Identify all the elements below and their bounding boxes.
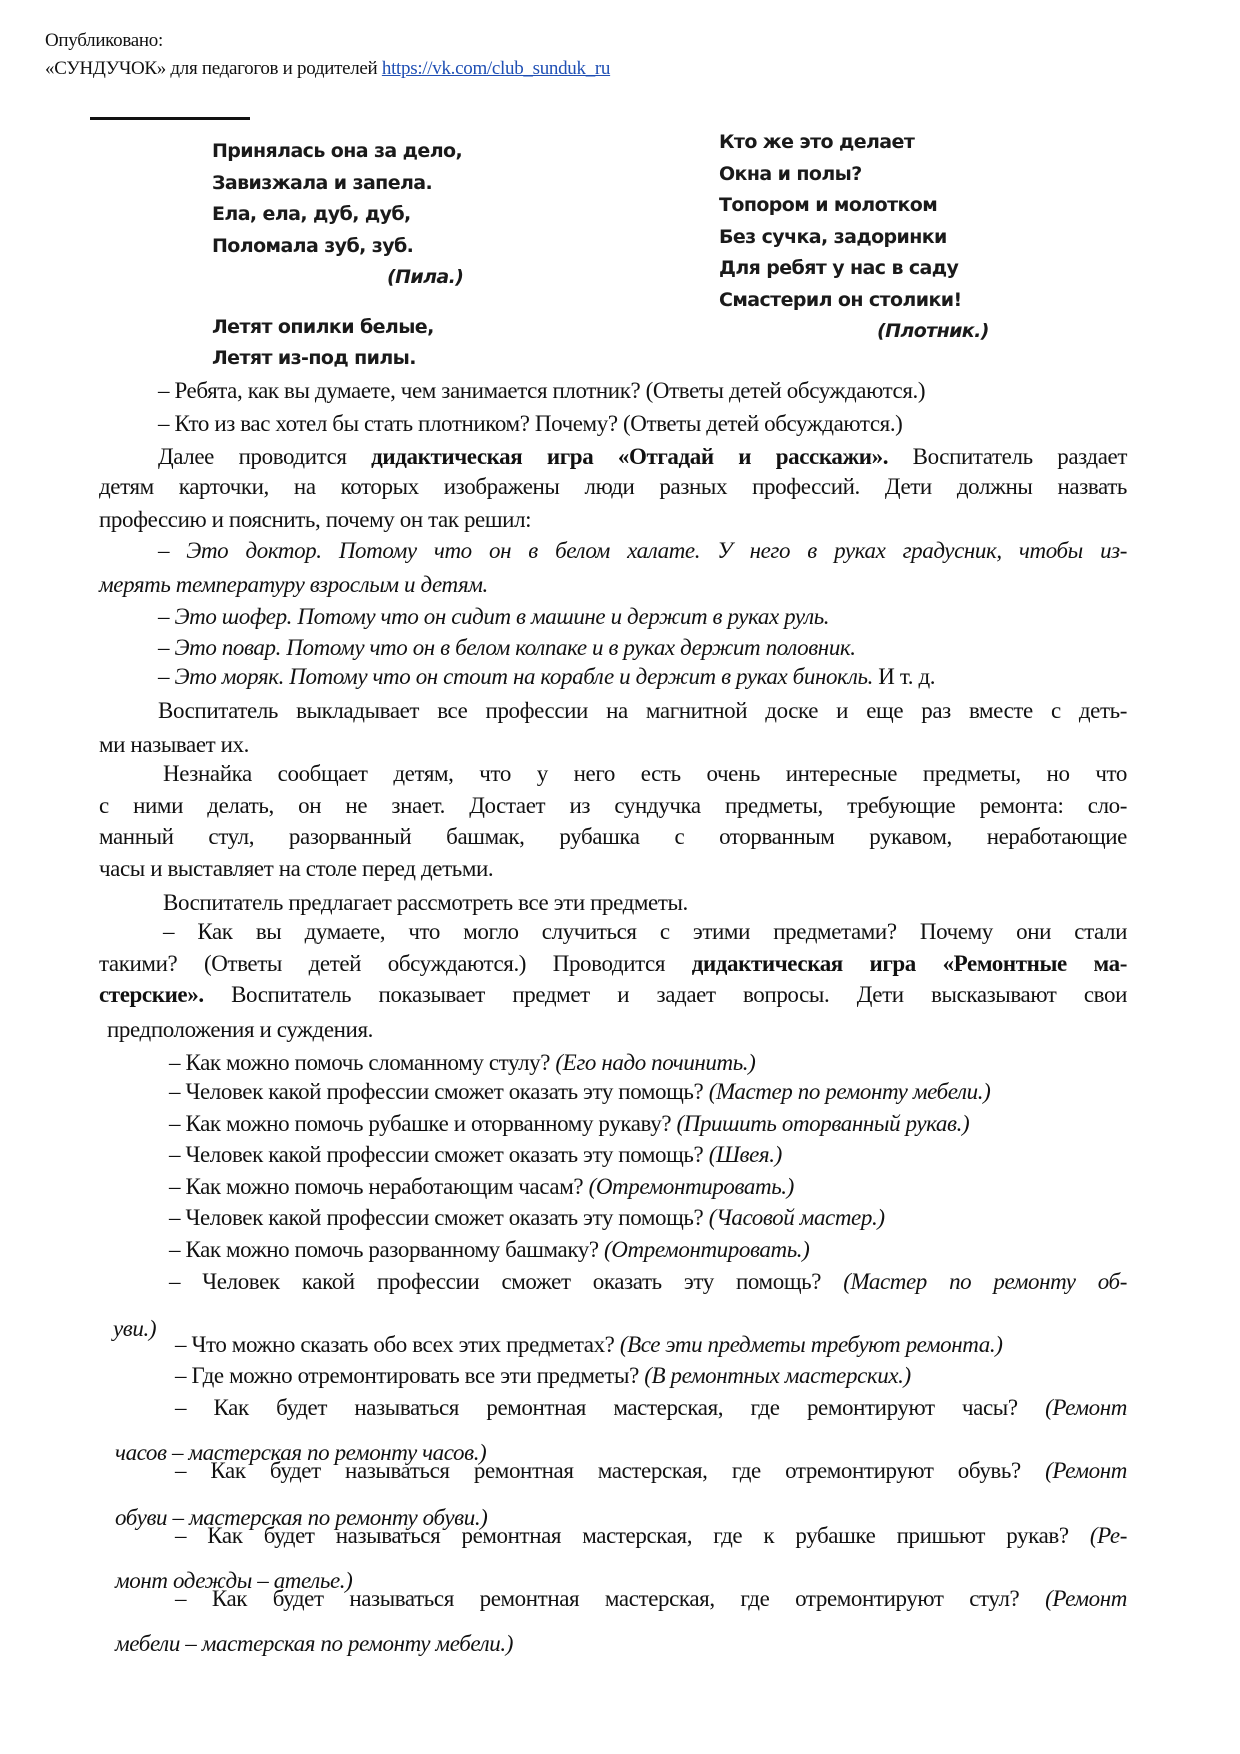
italic-text: монт одежды – ателье.) xyxy=(115,1568,353,1593)
poem-line: Завизжала и запела. xyxy=(212,171,433,194)
italic-text: (Ремонт xyxy=(1045,1458,1127,1483)
text-segment: – Как можно помочь неработающим часам? xyxy=(169,1174,589,1199)
text-line xyxy=(158,443,1127,471)
text-line xyxy=(169,1236,809,1264)
text-line xyxy=(169,1268,1127,1296)
text-segment: – Как вы думаете, что могло случиться с этими предметами? Почему они стали xyxy=(163,919,1127,944)
text-line xyxy=(158,603,829,631)
text-segment: ми называет их. xyxy=(99,732,250,757)
source-text: «СУНДУЧОК» для педагогов и родителей xyxy=(45,58,378,79)
text-segment: Далее проводится xyxy=(158,444,372,469)
italic-text: мерять температуру взрослым и детям. xyxy=(99,572,488,597)
poem-line: Принялась она за дело, xyxy=(212,140,463,162)
bold-text: дидактическая игра «Отгадай и расскажи». xyxy=(371,444,889,469)
text-line xyxy=(169,1078,990,1106)
text-line xyxy=(107,1016,373,1044)
text-line xyxy=(99,506,531,534)
italic-text: (Ре- xyxy=(1089,1523,1127,1548)
text-line xyxy=(158,410,902,438)
text-line xyxy=(163,918,1127,946)
poem-line: Для ребят у нас в саду xyxy=(719,257,959,279)
text-segment: детям карточки, на которых изображены люди разных профессий. Дети должны назвать xyxy=(99,474,1127,499)
text-line xyxy=(169,1173,794,1201)
text-line xyxy=(175,1457,1127,1485)
italic-text: (В ремонтных мастерских.) xyxy=(644,1363,911,1388)
text-segment: – Человек какой профессии сможет оказать эту помощь? xyxy=(169,1079,709,1104)
text-segment: – Как будет называться ремонтная мастерская, где отремонтируют стул? xyxy=(175,1586,1046,1611)
italic-text: часов – мастерская по ремонту часов.) xyxy=(115,1440,487,1465)
source-link[interactable]: https://vk.com/club_sunduk_ru xyxy=(381,58,611,79)
text-line xyxy=(169,1204,885,1232)
text-segment: – Ребята, как вы думаете, чем занимается плотник? (Ответы детей обсуждаются.) xyxy=(158,378,926,403)
text-segment: Воспитатель предлагает рассмотреть все эти предметы. xyxy=(163,890,688,915)
italic-text: (Отремонтировать.) xyxy=(604,1237,810,1262)
poem-line: Окна и полы? xyxy=(719,162,862,185)
bold-text: стерские». xyxy=(99,982,204,1007)
text-line xyxy=(158,663,935,691)
published-label: Опубликовано: xyxy=(45,30,163,51)
italic-text: (Его надо починить.) xyxy=(555,1050,756,1075)
text-line xyxy=(99,950,1127,978)
text-line xyxy=(113,1315,156,1343)
text-line xyxy=(175,1331,1003,1359)
text-line xyxy=(99,855,493,883)
text-segment: – Человек какой профессии сможет оказать эту помощь? xyxy=(169,1142,709,1167)
italic-text: (Часовой мастер.) xyxy=(708,1205,885,1230)
text-line xyxy=(169,1110,969,1138)
text-line xyxy=(175,1585,1127,1613)
italic-text: – Это повар. Потому что он в белом колпаке и в руках держит половник. xyxy=(158,635,856,660)
text-segment: – Что можно сказать обо всех этих предметах? xyxy=(175,1332,620,1357)
text-segment: такими? (Ответы детей обсуждаются.) Проводится xyxy=(99,951,692,976)
text-segment: предположения и суждения. xyxy=(107,1017,373,1042)
italic-text: (Мастер по ремонту мебели.) xyxy=(708,1079,991,1104)
text-line xyxy=(163,760,1127,788)
text-segment: Воспитатель выкладывает все профессии на магнитной доске и еще раз вместе с деть- xyxy=(158,698,1127,723)
text-segment: – Как будет называться ремонтная мастерская, где к рубашке пришьют рукав? xyxy=(175,1523,1090,1548)
text-line xyxy=(99,731,249,759)
text-segment: – Где можно отремонтировать все эти предметы? xyxy=(175,1363,645,1388)
text-line xyxy=(169,1141,782,1169)
italic-text: мебели – мастерская по ремонту мебели.) xyxy=(115,1631,513,1656)
poem-line: Поломала зуб, зуб. xyxy=(212,234,414,257)
poem-line: Смастерил он столики! xyxy=(719,288,962,311)
poem-line: Летят опилки белые, xyxy=(212,315,434,338)
text-line xyxy=(175,1394,1127,1422)
italic-text: – Это моряк. Потому что он стоит на корабле и держит в руках бинокль. xyxy=(158,664,873,689)
text-segment: – Человек какой профессии сможет оказать эту помощь? xyxy=(169,1205,709,1230)
source-line xyxy=(45,58,610,80)
text-line xyxy=(158,377,925,405)
italic-text: (Швея.) xyxy=(708,1142,782,1167)
riddle-saw xyxy=(212,136,463,375)
text-segment: – Как можно помочь сломанному стулу? xyxy=(169,1050,556,1075)
text-segment: часы и выставляет на столе перед детьми. xyxy=(99,856,494,881)
text-segment: – Человек какой профессии сможет оказать эту помощь? xyxy=(169,1269,844,1294)
italic-text: – Это доктор. Потому что он в белом халате. У него в руках градусник, чтобы из- xyxy=(158,538,1127,563)
text-line xyxy=(99,823,1127,851)
italic-text: (Ремонт xyxy=(1045,1586,1127,1611)
riddle-carpenter xyxy=(719,127,989,348)
italic-text: (Все эти предметы требуют ремонта.) xyxy=(619,1332,1003,1357)
text-segment: – Как можно помочь разорванному башмаку? xyxy=(169,1237,605,1262)
poem-line: Кто же это делает xyxy=(719,131,915,153)
text-segment: – Как будет называться ремонтная мастерская, где отремонтируют обувь? xyxy=(175,1458,1046,1483)
text-line xyxy=(169,1049,755,1077)
riddle-answer: (Пила.) xyxy=(387,266,464,288)
section-rule xyxy=(90,117,250,120)
text-segment: с ними делать, он не знает. Достает из сундучка предметы, требующие ремонта: сло- xyxy=(99,793,1127,818)
poem-line: Без сучка, задоринки xyxy=(719,225,947,248)
text-segment: Воспитатель раздает xyxy=(888,444,1127,469)
text-line xyxy=(158,634,856,662)
text-line xyxy=(115,1630,513,1658)
italic-text: (Отремонтировать.) xyxy=(588,1174,794,1199)
poem-line: Топором и молотком xyxy=(719,194,938,216)
text-line xyxy=(99,792,1127,820)
text-segment: профессию и пояснить, почему он так решил: xyxy=(99,507,532,532)
italic-text: (Ремонт xyxy=(1045,1395,1127,1420)
italic-text: – Это шофер. Потому что он сидит в машине и держит в руках руль. xyxy=(158,604,830,629)
text-segment: манный стул, разорванный башмак, рубашка с оторванным рукавом, неработающие xyxy=(99,824,1127,849)
text-line xyxy=(175,1522,1127,1550)
text-segment: И т. д. xyxy=(872,664,936,689)
text-segment: – Как можно помочь рубашке и оторванному рукаву? xyxy=(169,1111,677,1136)
text-segment: – Кто из вас хотел бы стать плотником? Почему? (Ответы детей обсуждаются.) xyxy=(158,411,903,436)
text-segment: – Как будет называться ремонтная мастерская, где ремонтируют часы? xyxy=(175,1395,1046,1420)
text-segment: Воспитатель показывает предмет и задает вопросы. Дети высказывают свои xyxy=(203,982,1127,1007)
text-line xyxy=(158,537,1127,565)
text-line xyxy=(99,571,488,599)
poem-line: Летят из-под пилы. xyxy=(212,347,416,369)
riddle-answer: (Плотник.) xyxy=(877,320,989,342)
text-segment: Незнайка сообщает детям, что у него есть очень интересные предметы, но что xyxy=(163,761,1127,786)
italic-text: обуви – мастерская по ремонту обуви.) xyxy=(115,1505,488,1530)
text-line xyxy=(175,1362,911,1390)
text-line xyxy=(99,981,1127,1009)
italic-text: уви.) xyxy=(113,1316,157,1341)
italic-text: (Мастер по ремонту об- xyxy=(843,1269,1127,1294)
text-line xyxy=(163,889,688,917)
text-line xyxy=(99,473,1127,501)
italic-text: (Пришить оторванный рукав.) xyxy=(676,1111,970,1136)
poem-line: Ела, ела, дуб, дуб, xyxy=(212,203,411,225)
text-line xyxy=(158,697,1127,725)
bold-text: дидактическая игра «Ремонтные ма- xyxy=(691,951,1128,976)
